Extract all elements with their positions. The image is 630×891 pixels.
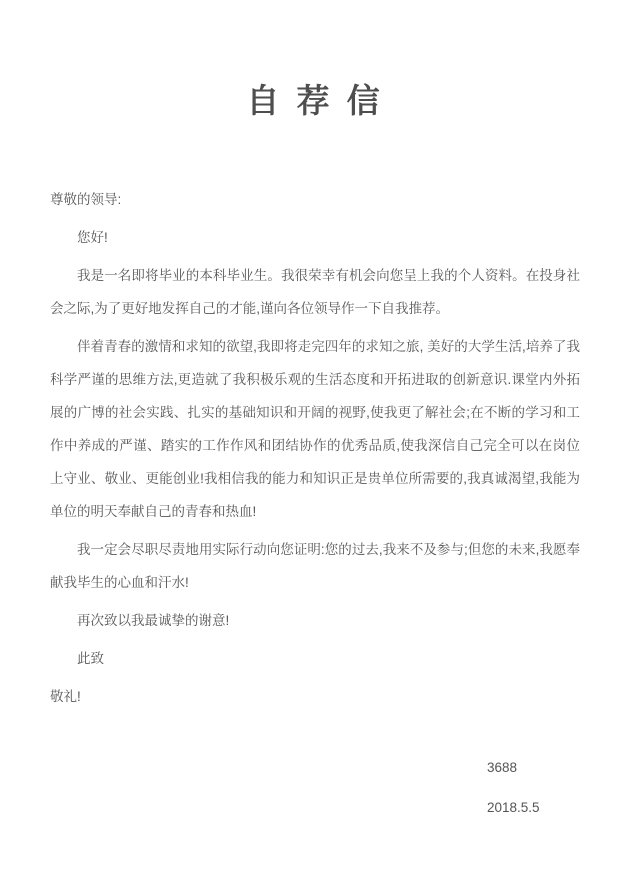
thanks-line: 再次致以我最诚挚的谢意!	[77, 613, 230, 628]
letter-title: 自 荐 信	[246, 82, 384, 119]
signature-block	[487, 751, 580, 824]
paragraph-promise: 我一定会尽职尽责地用实际行动向您证明:您的过去,我来不及参与;但您的未来,我愿奉献我毕生的心血和汗水!	[50, 542, 580, 590]
closing-salute-line: 敬礼!	[50, 689, 81, 704]
letter-body	[50, 183, 580, 824]
signature-number: 3688	[487, 760, 518, 775]
signature-date: 2018.5.5	[487, 800, 540, 815]
greeting-line: 您好!	[77, 230, 108, 245]
salutation-line: 尊敬的领导:	[50, 192, 122, 207]
paragraph-experience: 伴着青春的激情和求知的欲望,我即将走完四年的求知之旅, 美好的大学生活,培养了我科学严谨的思维方法,更造就了我积极乐观的生活态度和开拓进取的创新意识.课堂内外拓展的广博的社会实践、扎实的基础知识和开阔的视野,使我更了解社会;在不断的学习和工作中养成的严谨、踏实的工作作风和团结协作的优秀品质,使我深信自己完全可以在岗位上守业、敬业、更能创业!我相信我的能力和知识正是贵单位所需要的,我真诚渴望,我能为单位的明天奉献自己的青春和热血!	[50, 339, 580, 519]
respectfully-line: 此致	[77, 651, 104, 666]
paragraph-intro: 我是一名即将毕业的本科毕业生。我很荣幸有机会向您呈上我的个人资料。在投身社会之际,为了更好地发挥自己的才能,谨向各位领导作一下自我推荐。	[50, 268, 580, 316]
